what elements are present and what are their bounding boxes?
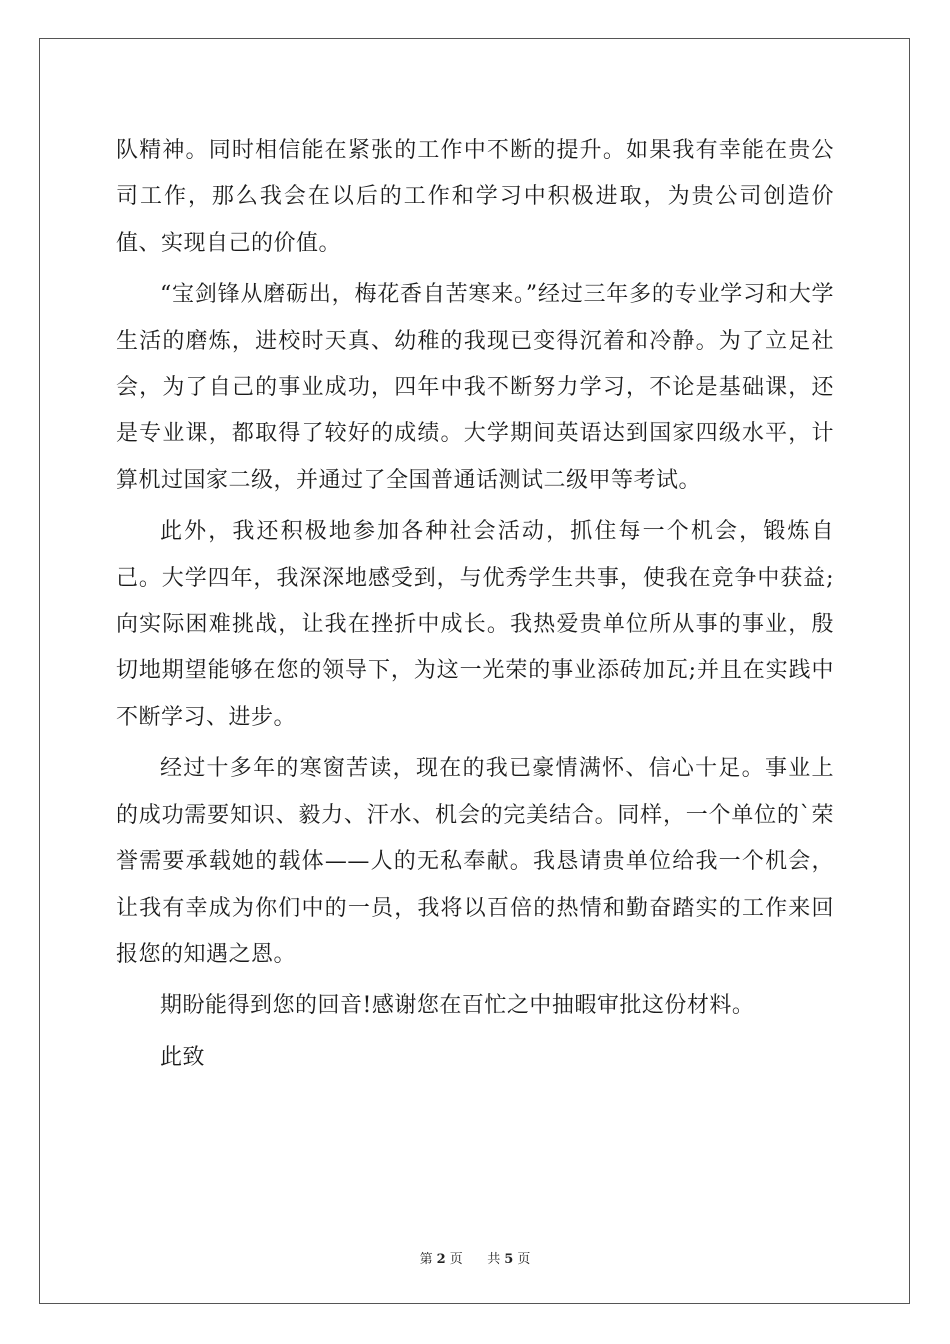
total-unit: 页	[517, 1252, 531, 1267]
page-total-number: 5	[504, 1252, 514, 1267]
paragraph-3: 此外，我还积极地参加各种社会活动，抓住每一个机会，锻炼自己。大学四年，我深深地感受到，与优秀学生共事，使我在竞争中获益;向实际困难挑战，让我在挫折中成长。我热爱贵单位所从事的事业，殷切地期望能够在您的领导下，为这一光荣的事业添砖加瓦;并且在实践中不断学习、进步。	[116, 519, 834, 730]
page-prefix: 第	[419, 1252, 433, 1267]
paragraph-4: 经过十多年的寒窗苦读，现在的我已豪情满怀、信心十足。事业上的成功需要知识、毅力、汗水、机会的完美结合。同样，一个单位的`荣誉需要承载她的载体——人的无私奉献。我恳请贵单位给我一个机会，让我有幸成为你们中的一员，我将以百倍的热情和勤奋踏实的工作来回报您的知遇之恩。	[116, 756, 834, 967]
total-pages-indicator	[485, 1252, 532, 1267]
page-unit: 页	[449, 1252, 463, 1267]
paragraph-6-closing: 此致	[160, 1044, 206, 1070]
paragraph-2: “宝剑锋从磨砺出，梅花香自苦寒来。”经过三年多的专业学习和大学生活的磨炼，进校时天真、幼稚的我现已变得沉着和冷静。为了立足社会，为了自己的事业成功，四年中我不断努力学习，不论是基础课，还是专业课，都取得了较好的成绩。大学期间英语达到国家四级水平，计算机过国家二级，并通过了全国普通话测试二级甲等考试。	[116, 282, 834, 493]
paragraph-1: 队精神。同时相信能在紧张的工作中不断的提升。如果我有幸能在贵公司工作，那么我会在以后的工作和学习中积极进取，为贵公司创造价值、实现自己的价值。	[116, 138, 834, 256]
page-current-number: 2	[436, 1252, 446, 1267]
paragraph-5: 期盼能得到您的回音!感谢您在百忙之中抽暇审批这份材料。	[160, 993, 755, 1019]
document-body	[116, 128, 834, 1086]
page-indicator	[418, 1252, 465, 1267]
page-footer	[0, 1248, 950, 1267]
total-prefix: 共	[487, 1252, 501, 1267]
